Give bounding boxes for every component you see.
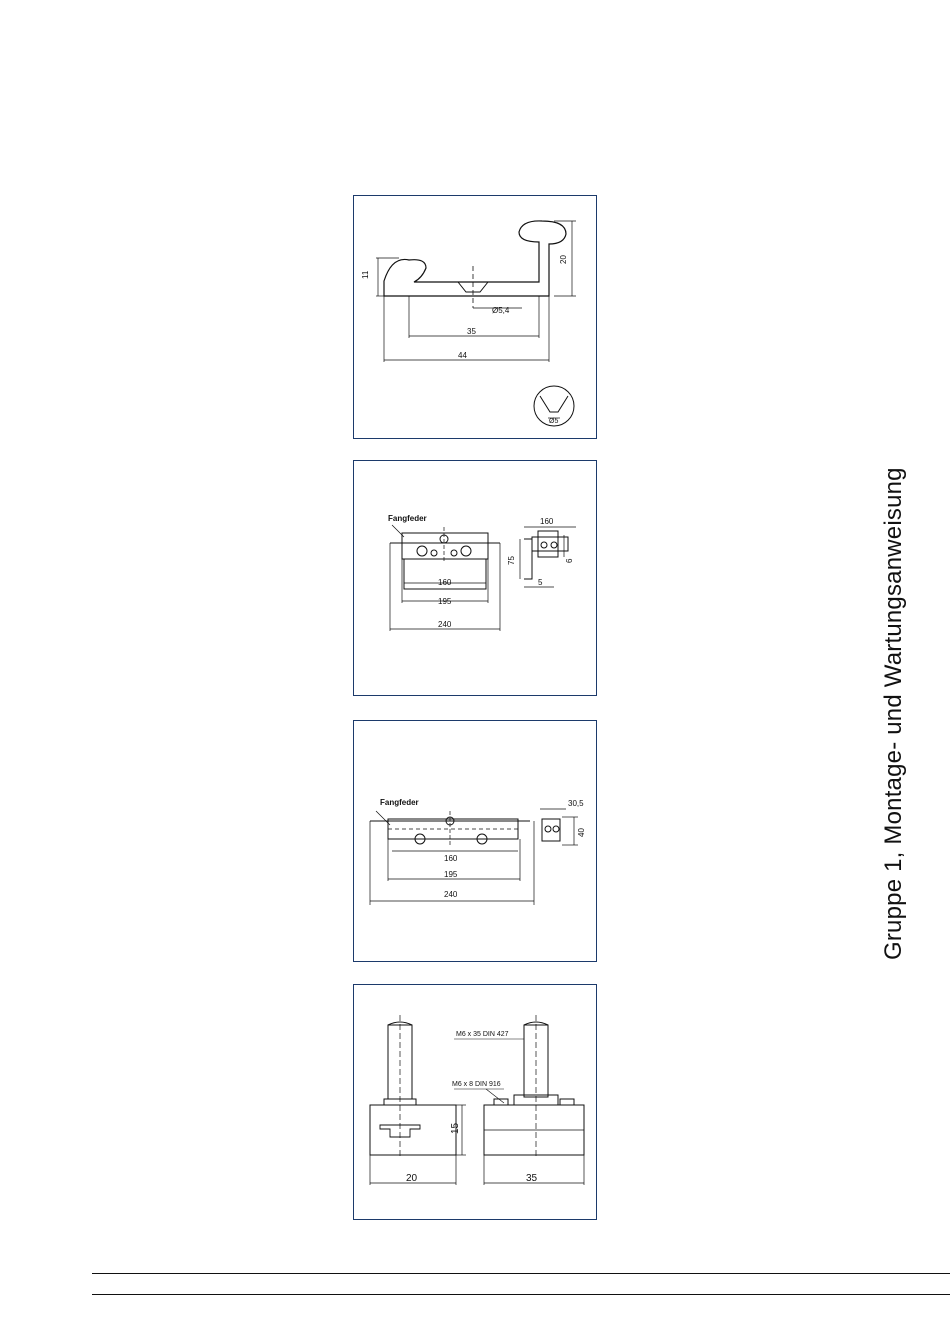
footer-rule-bottom (92, 1294, 950, 1295)
dim-side-height: 40 (577, 828, 586, 837)
fangfeder-label: Fangfeder (388, 514, 427, 523)
dim-height-right: 20 (559, 255, 568, 264)
trolley-1-drawing (354, 461, 598, 697)
drawing-panel-trolley-2 (353, 720, 597, 962)
dim-height-left: 11 (361, 270, 370, 279)
dim-side-right: 6 (565, 558, 574, 563)
dim-width-right: 35 (526, 1173, 538, 1184)
dim-inner-width: 35 (467, 327, 476, 336)
end-stop-drawing (354, 985, 598, 1221)
drawing-panel-end-stop (353, 984, 597, 1220)
dim-side-height: 75 (507, 556, 516, 565)
screw-label-1: M6 x 35 DIN 427 (456, 1031, 509, 1038)
footer-rule-top (92, 1273, 950, 1274)
dim-195: 195 (444, 870, 458, 879)
dim-detail-hole: Ø5 (549, 418, 559, 425)
dim-240: 240 (444, 890, 458, 899)
dim-hole: Ø5,4 (492, 306, 510, 315)
dim-side-width: 160 (540, 517, 554, 526)
rail-profile-drawing (354, 196, 598, 440)
dim-width-left: 20 (406, 1173, 418, 1184)
dim-height: 15 (450, 1122, 461, 1134)
dim-160: 160 (444, 854, 458, 863)
screw-label-2: M6 x 8 DIN 916 (452, 1081, 501, 1088)
fangfeder-label: Fangfeder (380, 798, 419, 807)
dim-total-width: 44 (458, 351, 467, 360)
drawing-panel-rail-profile (353, 195, 597, 439)
dim-side-small: 5 (538, 578, 543, 587)
dim-240: 240 (438, 620, 452, 629)
dim-195: 195 (438, 597, 452, 606)
side-title: Gruppe 1, Montage- und Wartungsanweisung (880, 467, 907, 960)
dim-160: 160 (438, 578, 452, 587)
drawing-panel-trolley-1 (353, 460, 597, 696)
trolley-2-drawing (354, 721, 598, 963)
dim-side-width: 30,5 (568, 799, 584, 808)
